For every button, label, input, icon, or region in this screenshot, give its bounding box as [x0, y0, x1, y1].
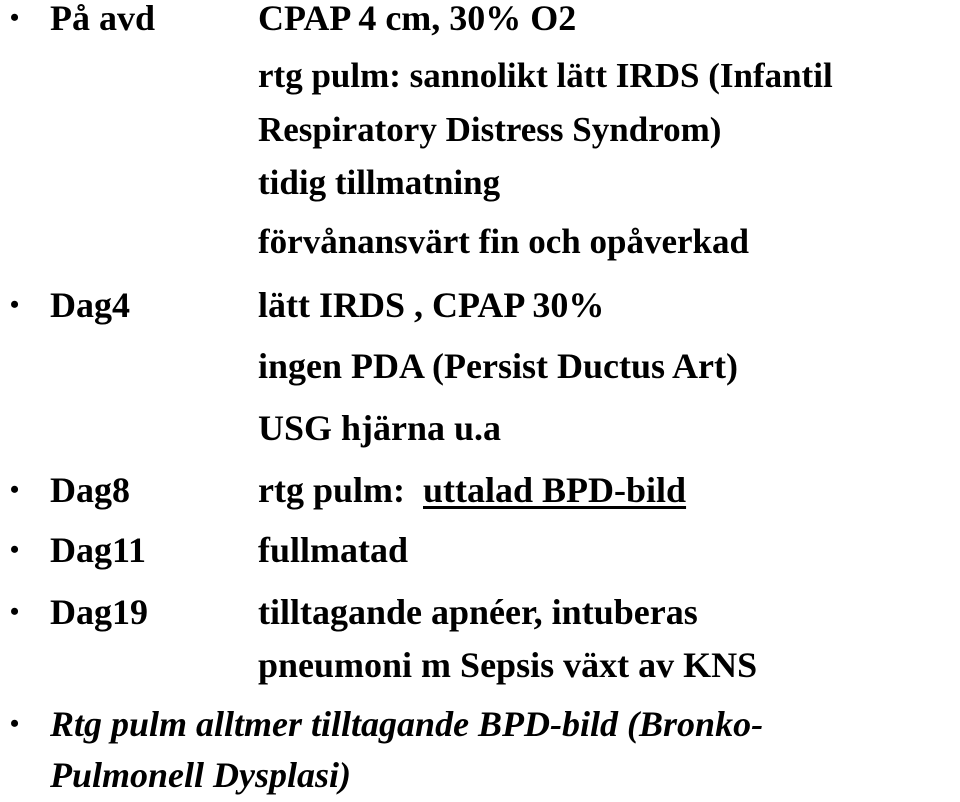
- bullet: •: [10, 290, 20, 319]
- bullet: •: [10, 597, 20, 626]
- summary-line-2: Pulmonell Dysplasi): [50, 755, 352, 795]
- entry-line: förvånansvärt fin och opåverkad: [258, 222, 749, 261]
- entry-line: tidig tillmatning: [258, 163, 501, 202]
- entry-line: CPAP 4 cm, 30% O2: [258, 0, 577, 38]
- entry-line: fullmatad: [258, 530, 409, 570]
- entry-line: ingen PDA (Persist Ductus Art): [258, 346, 738, 386]
- bullet: •: [10, 475, 20, 504]
- bullet: •: [10, 3, 20, 32]
- entry-line: rtg pulm: sannolikt lätt IRDS (Infantil: [258, 56, 833, 95]
- entry-line: Respiratory Distress Syndrom): [258, 110, 722, 149]
- entry-label-dag4: Dag4: [50, 285, 130, 325]
- entry-label-dag8: Dag8: [50, 470, 130, 510]
- entry-label-dag19: Dag19: [50, 592, 148, 632]
- entry-line: pneumoni m Sepsis växt av KNS: [258, 645, 758, 685]
- finding-prefix: rtg pulm:: [258, 470, 405, 510]
- summary-line-1: Rtg pulm alltmer tilltagande BPD-bild (Bronko-: [50, 704, 764, 744]
- finding-underlined: uttalad BPD-bild: [423, 470, 687, 510]
- entry-label-dag11: Dag11: [50, 530, 147, 570]
- entry-line: tilltagande apnéer, intuberas: [258, 592, 698, 632]
- entry-line: USG hjärna u.a: [258, 408, 502, 448]
- entry-line: [258, 470, 686, 510]
- entry-line: lätt IRDS , CPAP 30%: [258, 285, 605, 325]
- bullet: •: [10, 709, 20, 738]
- bullet: •: [10, 535, 20, 564]
- entry-label-pa-avd: På avd: [50, 0, 156, 38]
